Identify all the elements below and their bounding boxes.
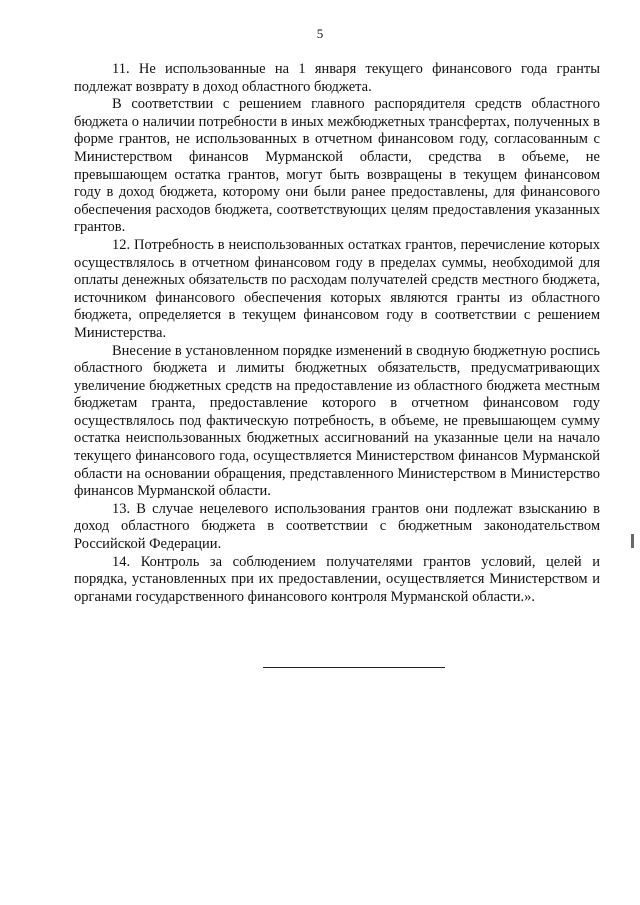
paragraph-11: 11. Не использованные на 1 января текущего финансового года гранты подлежат возврату в доход областного бюджета. <box>74 61 600 95</box>
paragraph-11-continuation: В соответствии с решением главного распорядителя средств областного бюджета о наличии потребности в иных межбюджетных трансфертах, полученных в форме грантов, не использованных в отчетном финансовом году, согласованным с Министерством финансов Мурманской области, средства в объеме, не превышающем остатка грантов, могут быть возвращены в текущем финансовом году в доход бюджета, которому они были ранее предоставлены, для финансового обеспечения расходов бюджета, соответствующих целям предоставления указанных грантов. <box>74 96 600 236</box>
scan-edge-mark <box>631 534 634 548</box>
document-body <box>74 61 600 606</box>
paragraph-13: 13. В случае нецелевого использования грантов они подлежат взысканию в доход областного бюджета в соответствии с бюджетным законодательством Российской Федерации. <box>74 500 600 553</box>
page-number: 5 <box>316 26 324 41</box>
end-separator-line <box>263 667 445 668</box>
paragraph-12: 12. Потребность в неиспользованных остатках грантов, перечисление которых осуществлялось в отчетном финансовом году в пределах суммы, необходимой для оплаты денежных обязательств по расходам получателей средств местного бюджета, источником финансового обеспечения которых являются гранты из областного бюджета, определяется в текущем финансовом году в соответствии с решением Министерства. <box>74 236 600 341</box>
paragraph-12-continuation: Внесение в установленном порядке изменений в сводную бюджетную роспись областного бюджета и лимиты бюджетных обязательств, предусматривающих увеличение бюджетных средств на предоставление из областного бюджета местным бюджетам гранта, предоставление которого в отчетном финансовом году осуществлялось под фактическую потребность, в объеме, не превышающем сумму остатка неиспользованных бюджетных ассигнований на указанные цели на начало текущего финансового года, осуществляется Министерством финансов Мурманской области на основании обращения, представленного Министерством в Министерство финансов Мурманской области. <box>74 342 600 500</box>
paragraph-14: 14. Контроль за соблюдением получателями грантов условий, целей и порядка, установленных при их предоставлении, осуществляется Министерством и органами государственного финансового контроля Мурманской области.». <box>74 553 600 605</box>
